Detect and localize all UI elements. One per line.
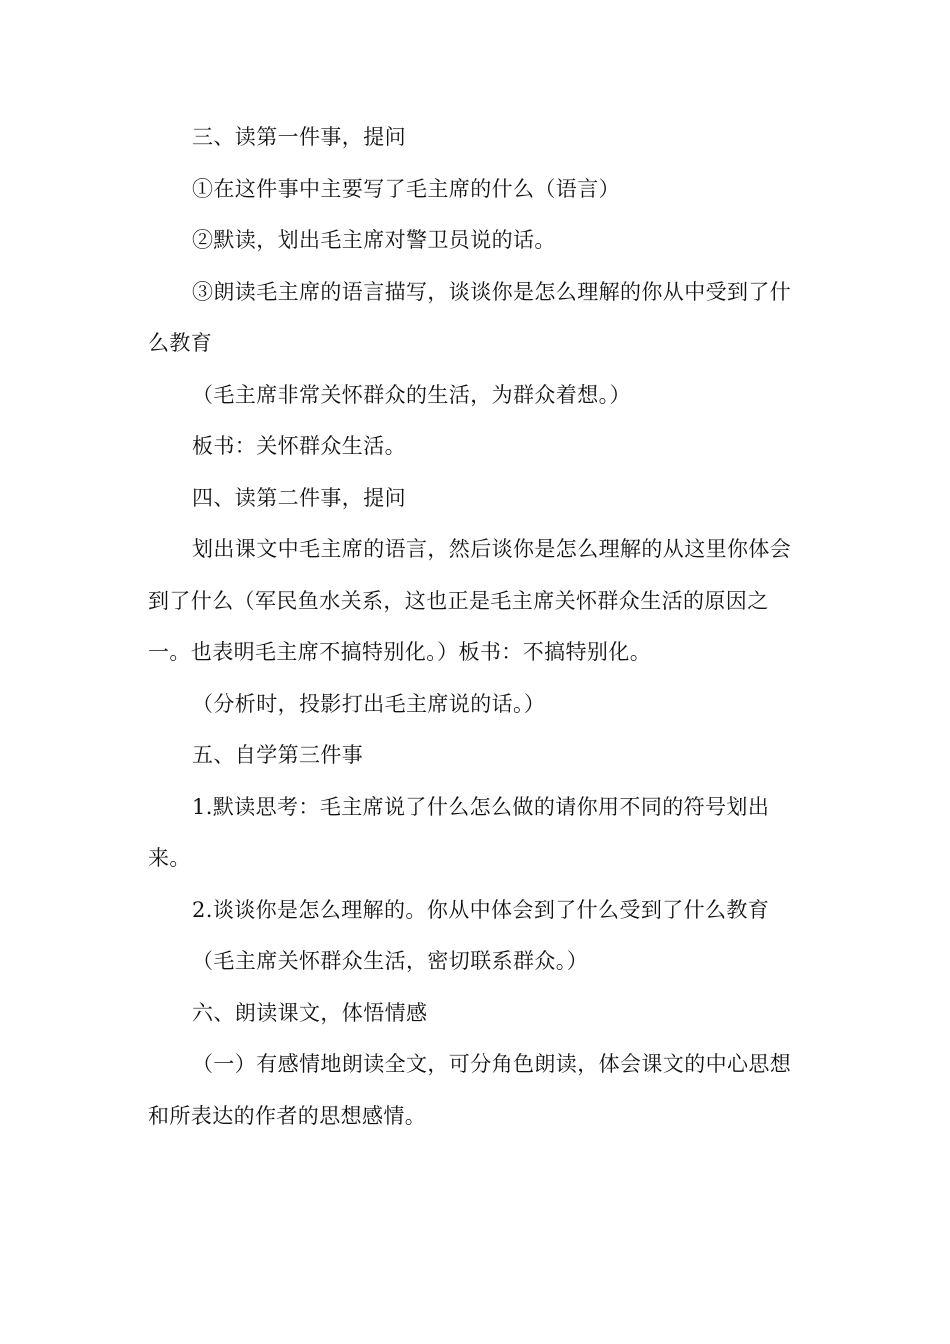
document-body (148, 112, 808, 1142)
analysis-note: （分析时，投影打出毛主席说的话。） (192, 691, 546, 716)
question-2: ②默读，划出毛主席对警卫员说的话。 (192, 228, 556, 252)
board-note-1: 板书：关怀群众生活。 (192, 434, 406, 458)
section-heading-4: 四、读第二件事，提问 (192, 485, 406, 510)
section-heading-5: 五、自学第三件事 (192, 743, 364, 767)
answer-note-2: （毛主席关怀群众生活，密切联系群众。） (192, 949, 589, 973)
section-4-body: 划出课文中毛主席的语言，然后谈你是怎么理解的从这里你体会到了什么（军民鱼水关系，这也正是毛主席关怀群众生活的原因之一。也表明毛主席不搞特别化。）板书：不搞特别化。 (148, 537, 792, 664)
section-6-body: （一）有感情地朗读全文，可分角色朗读，体会课文的中心思想和所表达的作者的思想感情。 (148, 1052, 792, 1128)
question-1: ①在这件事中主要写了毛主席的什么（语言） (192, 176, 620, 201)
section-heading-3: 三、读第一件事，提问 (192, 125, 406, 149)
task-2: 2.谈谈你是怎么理解的。你从中体会到了什么受到了什么教育 (192, 897, 770, 922)
task-1: 1.默读思考：毛主席说了什么怎么做的请你用不同的符号划出来。 (148, 794, 770, 870)
question-3: ③朗读毛主席的语言描写，谈谈你是怎么理解的你从中受到了什么教育 (148, 279, 792, 355)
section-heading-6: 六、朗读课文，体悟情感 (192, 1000, 428, 1025)
answer-note-1: （毛主席非常关怀群众的生活，为群众着想。） (192, 382, 631, 407)
